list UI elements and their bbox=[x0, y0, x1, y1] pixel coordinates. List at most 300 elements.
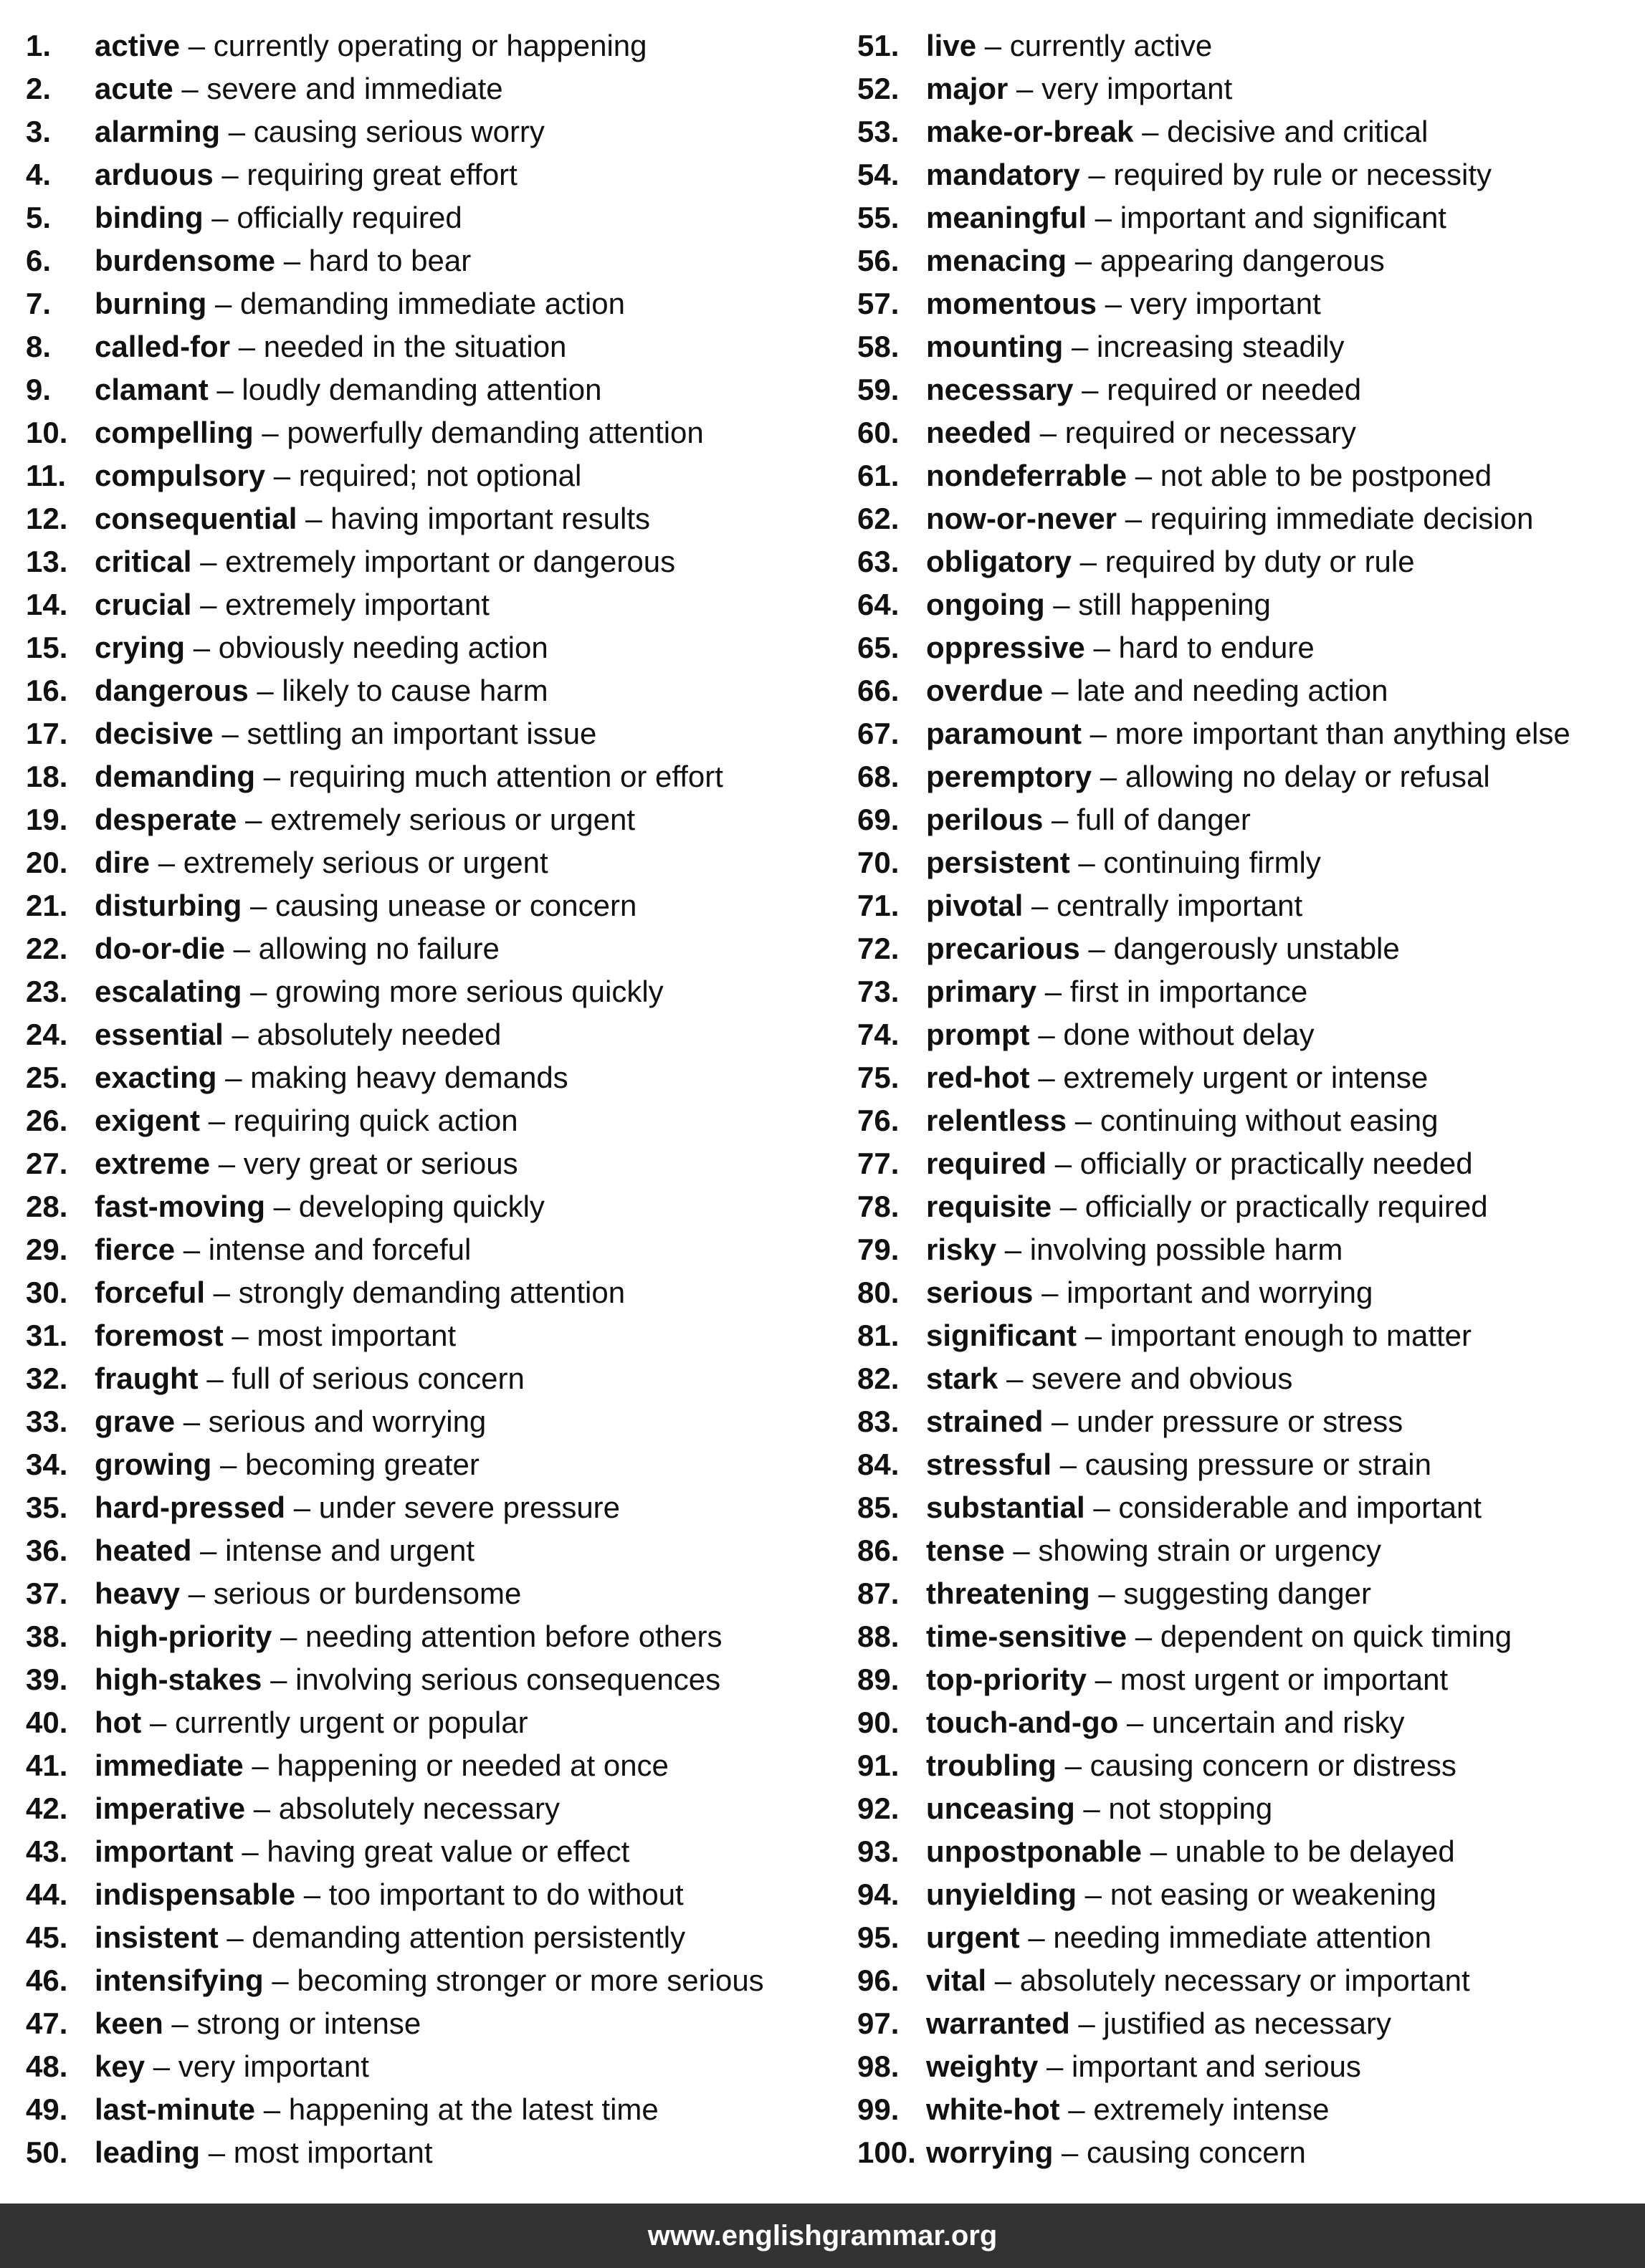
list-item bbox=[26, 1272, 836, 1315]
item-word: heated bbox=[95, 1533, 192, 1567]
list-item bbox=[857, 1143, 1639, 1186]
item-definition: – important and worrying bbox=[1033, 1276, 1373, 1309]
list-item bbox=[26, 584, 836, 627]
item-definition: – officially or practically needed bbox=[1046, 1147, 1473, 1180]
item-definition: – continuing firmly bbox=[1069, 846, 1321, 879]
item-word: significant bbox=[926, 1319, 1077, 1352]
item-definition: – under severe pressure bbox=[285, 1491, 621, 1524]
item-word: imperative bbox=[95, 1791, 246, 1825]
item-number: 89. bbox=[857, 1662, 900, 1696]
item-number: 11. bbox=[26, 459, 67, 492]
item-word: pivotal bbox=[926, 889, 1024, 922]
item-word: strained bbox=[926, 1405, 1044, 1438]
list-item bbox=[26, 541, 836, 584]
list-item bbox=[857, 1573, 1639, 1616]
item-word: active bbox=[95, 29, 181, 62]
list-item bbox=[26, 1401, 836, 1444]
item-number: 65. bbox=[857, 631, 900, 664]
item-number: 68. bbox=[857, 760, 900, 793]
item-definition: – not able to be postponed bbox=[1127, 459, 1492, 492]
item-word: meaningful bbox=[926, 201, 1087, 234]
item-number: 2. bbox=[26, 72, 52, 105]
list-item bbox=[857, 498, 1639, 541]
item-number: 70. bbox=[857, 846, 900, 879]
list-item bbox=[26, 1573, 836, 1616]
item-number: 6. bbox=[26, 244, 52, 277]
item-definition: – first in importance bbox=[1036, 975, 1308, 1008]
item-word: mandatory bbox=[926, 158, 1080, 191]
item-definition: – showing strain or urgency bbox=[1004, 1533, 1381, 1567]
item-word: stark bbox=[926, 1362, 998, 1395]
item-word: binding bbox=[95, 201, 204, 234]
item-word: weighty bbox=[926, 2049, 1039, 2083]
item-number: 72. bbox=[857, 932, 900, 965]
list-item bbox=[857, 240, 1639, 283]
item-number: 57. bbox=[857, 287, 900, 320]
item-definition: – done without delay bbox=[1029, 1018, 1315, 1051]
item-number: 88. bbox=[857, 1619, 900, 1653]
footer-bar bbox=[0, 2204, 1645, 2268]
list-item bbox=[857, 111, 1639, 154]
item-definition: – very important bbox=[145, 2049, 369, 2083]
item-word: last-minute bbox=[95, 2092, 256, 2126]
item-definition: – absolutely necessary bbox=[245, 1791, 561, 1825]
item-word: fierce bbox=[95, 1233, 176, 1266]
list-item bbox=[857, 842, 1639, 885]
item-word: consequential bbox=[95, 502, 297, 535]
item-definition: – full of danger bbox=[1043, 803, 1251, 836]
item-word: required bbox=[926, 1147, 1047, 1180]
item-definition: – causing concern bbox=[1053, 2135, 1306, 2169]
item-number: 33. bbox=[26, 1405, 68, 1438]
item-number: 7. bbox=[26, 287, 52, 320]
item-number: 28. bbox=[26, 1190, 68, 1223]
item-definition: – important and significant bbox=[1087, 201, 1446, 234]
item-word: worrying bbox=[926, 2135, 1054, 2169]
item-definition: – most important bbox=[200, 2135, 433, 2169]
item-word: compulsory bbox=[95, 459, 266, 492]
item-word: unceasing bbox=[926, 1791, 1075, 1825]
item-word: relentless bbox=[926, 1104, 1067, 1137]
item-number: 40. bbox=[26, 1705, 68, 1739]
list-item bbox=[26, 1487, 836, 1530]
item-word: keen bbox=[95, 2006, 163, 2040]
item-definition: – officially or practically required bbox=[1052, 1190, 1488, 1223]
item-definition: – powerfully demanding attention bbox=[253, 416, 704, 449]
list-item bbox=[857, 541, 1639, 584]
list-item bbox=[857, 1917, 1639, 1960]
list-item bbox=[857, 1487, 1639, 1530]
item-definition: – serious or burdensome bbox=[180, 1576, 522, 1610]
item-number: 37. bbox=[26, 1576, 68, 1610]
list-item bbox=[26, 197, 836, 240]
item-definition: – currently active bbox=[976, 29, 1213, 62]
list-item bbox=[857, 1315, 1639, 1358]
item-number: 63. bbox=[857, 545, 900, 578]
list-item bbox=[26, 1960, 836, 2003]
item-word: threatening bbox=[926, 1576, 1090, 1610]
item-definition: – serious and worrying bbox=[175, 1405, 487, 1438]
item-number: 25. bbox=[26, 1061, 68, 1094]
item-definition: – causing unease or concern bbox=[242, 889, 637, 922]
item-word: oppressive bbox=[926, 631, 1085, 664]
item-definition: – requiring immediate decision bbox=[1117, 502, 1534, 535]
item-number: 77. bbox=[857, 1147, 900, 1180]
item-number: 17. bbox=[26, 717, 68, 750]
item-word: touch-and-go bbox=[926, 1705, 1119, 1739]
item-number: 69. bbox=[857, 803, 900, 836]
item-number: 42. bbox=[26, 1791, 68, 1825]
item-number: 99. bbox=[857, 2092, 900, 2126]
item-word: heavy bbox=[95, 1576, 181, 1610]
list-item bbox=[26, 1229, 836, 1272]
item-word: unyielding bbox=[926, 1877, 1077, 1911]
item-number: 20. bbox=[26, 846, 68, 879]
list-item bbox=[857, 154, 1639, 197]
item-definition: – obviously needing action bbox=[185, 631, 548, 664]
item-definition: – late and needing action bbox=[1043, 674, 1388, 707]
list-item bbox=[26, 1659, 836, 1702]
item-number: 18. bbox=[26, 760, 68, 793]
item-number: 94. bbox=[857, 1877, 900, 1911]
item-number: 12. bbox=[26, 502, 68, 535]
item-definition: – absolutely needed bbox=[223, 1018, 502, 1051]
item-word: major bbox=[926, 72, 1009, 105]
item-number: 58. bbox=[857, 330, 900, 363]
item-number: 16. bbox=[26, 674, 68, 707]
list-item bbox=[26, 1616, 836, 1659]
list-item bbox=[857, 1100, 1639, 1143]
item-word: obligatory bbox=[926, 545, 1072, 578]
item-definition: – making heavy demands bbox=[216, 1061, 568, 1094]
item-word: red-hot bbox=[926, 1061, 1030, 1094]
item-definition: – intense and urgent bbox=[191, 1533, 475, 1567]
item-definition: – causing concern or distress bbox=[1056, 1748, 1456, 1782]
item-word: escalating bbox=[95, 975, 242, 1008]
item-number: 27. bbox=[26, 1147, 68, 1180]
item-number: 14. bbox=[26, 588, 68, 621]
list-item bbox=[857, 971, 1639, 1014]
item-definition: – absolutely necessary or important bbox=[986, 1963, 1470, 1997]
list-item bbox=[857, 584, 1639, 627]
list-item bbox=[26, 1143, 836, 1186]
list-item bbox=[857, 1272, 1639, 1315]
item-number: 75. bbox=[857, 1061, 900, 1094]
item-number: 62. bbox=[857, 502, 900, 535]
list-item bbox=[857, 1659, 1639, 1702]
list-item bbox=[26, 627, 836, 670]
list-item bbox=[857, 670, 1639, 713]
item-number: 95. bbox=[857, 1920, 900, 1954]
list-item bbox=[26, 240, 836, 283]
item-number: 76. bbox=[857, 1104, 900, 1137]
item-definition: – involving possible harm bbox=[996, 1233, 1343, 1266]
item-definition: – extremely serious or urgent bbox=[237, 803, 636, 836]
list-item bbox=[26, 1831, 836, 1874]
list-item bbox=[26, 326, 836, 369]
list-item bbox=[26, 1917, 836, 1960]
item-number: 43. bbox=[26, 1834, 68, 1868]
item-definition: – required by duty or rule bbox=[1072, 545, 1415, 578]
footer-url: www.englishgrammar.org bbox=[647, 2220, 998, 2252]
list-item bbox=[857, 1702, 1639, 1745]
item-number: 100. bbox=[857, 2135, 916, 2169]
item-number: 64. bbox=[857, 588, 900, 621]
item-number: 24. bbox=[26, 1018, 68, 1051]
list-item bbox=[857, 713, 1639, 756]
item-definition: – officially required bbox=[203, 201, 462, 234]
item-definition: – justified as necessary bbox=[1069, 2006, 1391, 2040]
list-item bbox=[26, 111, 836, 154]
list-item bbox=[26, 498, 836, 541]
item-definition: – very great or serious bbox=[210, 1147, 518, 1180]
item-definition: – important and serious bbox=[1038, 2049, 1361, 2083]
item-number: 59. bbox=[857, 373, 900, 406]
list-item bbox=[857, 1616, 1639, 1659]
item-number: 46. bbox=[26, 1963, 68, 1997]
list-item bbox=[26, 885, 836, 928]
list-item bbox=[857, 885, 1639, 928]
item-word: dire bbox=[95, 846, 151, 879]
item-definition: – demanding attention persistently bbox=[218, 1920, 686, 1954]
item-number: 26. bbox=[26, 1104, 68, 1137]
item-number: 9. bbox=[26, 373, 52, 406]
list-item bbox=[26, 369, 836, 412]
list-item bbox=[26, 2132, 836, 2175]
item-definition: – requiring great effort bbox=[213, 158, 518, 191]
item-number: 22. bbox=[26, 932, 68, 965]
list-item bbox=[857, 1401, 1639, 1444]
list-item bbox=[26, 2089, 836, 2132]
item-definition: – decisive and critical bbox=[1133, 115, 1429, 148]
item-word: intensifying bbox=[95, 1963, 264, 1997]
item-number: 3. bbox=[26, 115, 52, 148]
item-word: grave bbox=[95, 1405, 176, 1438]
item-number: 56. bbox=[857, 244, 900, 277]
item-definition: – dangerously unstable bbox=[1079, 932, 1400, 965]
item-word: desperate bbox=[95, 803, 237, 836]
item-definition: – appearing dangerous bbox=[1067, 244, 1385, 277]
item-definition: – settling an important issue bbox=[213, 717, 597, 750]
item-definition: – happening or needed at once bbox=[243, 1748, 669, 1782]
item-word: high-stakes bbox=[95, 1662, 262, 1696]
item-definition: – requiring much attention or effort bbox=[255, 760, 723, 793]
item-definition: – developing quickly bbox=[265, 1190, 545, 1223]
item-number: 29. bbox=[26, 1233, 68, 1266]
item-definition: – strong or intense bbox=[163, 2006, 421, 2040]
item-definition: – happening at the latest time bbox=[255, 2092, 659, 2126]
item-definition: – currently urgent or popular bbox=[141, 1705, 528, 1739]
item-definition: – hard to bear bbox=[275, 244, 472, 277]
list-item bbox=[857, 2046, 1639, 2089]
item-number: 48. bbox=[26, 2049, 68, 2083]
item-word: arduous bbox=[95, 158, 214, 191]
item-number: 47. bbox=[26, 2006, 68, 2040]
item-word: critical bbox=[95, 545, 192, 578]
item-word: peremptory bbox=[926, 760, 1092, 793]
item-number: 87. bbox=[857, 1576, 900, 1610]
item-number: 55. bbox=[857, 201, 900, 234]
list-item bbox=[857, 1186, 1639, 1229]
item-number: 85. bbox=[857, 1491, 900, 1524]
item-number: 15. bbox=[26, 631, 68, 664]
item-number: 30. bbox=[26, 1276, 68, 1309]
item-number: 8. bbox=[26, 330, 52, 363]
list-item bbox=[857, 326, 1639, 369]
list-item bbox=[26, 1530, 836, 1573]
word-list-column-right bbox=[857, 25, 1639, 2175]
item-definition: – needed in the situation bbox=[230, 330, 567, 363]
item-definition: – more important than anything else bbox=[1082, 717, 1570, 750]
item-definition: – full of serious concern bbox=[198, 1362, 525, 1395]
item-definition: – under pressure or stress bbox=[1043, 1405, 1403, 1438]
item-word: white-hot bbox=[926, 2092, 1060, 2126]
item-definition: – having great value or effect bbox=[233, 1834, 630, 1868]
list-item bbox=[26, 1014, 836, 1057]
list-item bbox=[857, 627, 1639, 670]
list-item bbox=[26, 2046, 836, 2089]
item-definition: – most important bbox=[223, 1319, 457, 1352]
list-item bbox=[857, 1444, 1639, 1487]
item-definition: – extremely urgent or intense bbox=[1029, 1061, 1429, 1094]
item-number: 93. bbox=[857, 1834, 900, 1868]
list-item bbox=[26, 1358, 836, 1401]
item-word: overdue bbox=[926, 674, 1044, 707]
list-item bbox=[26, 842, 836, 885]
item-number: 19. bbox=[26, 803, 68, 836]
item-word: primary bbox=[926, 975, 1037, 1008]
item-word: time-sensitive bbox=[926, 1619, 1127, 1653]
item-number: 32. bbox=[26, 1362, 68, 1395]
item-word: now-or-never bbox=[926, 502, 1117, 535]
item-definition: – extremely intense bbox=[1059, 2092, 1330, 2126]
item-word: disturbing bbox=[95, 889, 242, 922]
list-item bbox=[26, 2003, 836, 2046]
item-definition: – becoming greater bbox=[211, 1448, 480, 1481]
item-word: fast-moving bbox=[95, 1190, 266, 1223]
list-item bbox=[857, 1358, 1639, 1401]
item-number: 31. bbox=[26, 1319, 68, 1352]
item-definition: – needing attention before others bbox=[272, 1619, 723, 1653]
item-definition: – uncertain and risky bbox=[1118, 1705, 1405, 1739]
list-item bbox=[857, 455, 1639, 498]
item-definition: – demanding immediate action bbox=[206, 287, 625, 320]
list-item bbox=[857, 1530, 1639, 1573]
item-number: 67. bbox=[857, 717, 900, 750]
item-definition: – increasing steadily bbox=[1063, 330, 1345, 363]
item-word: nondeferrable bbox=[926, 459, 1127, 492]
list-item bbox=[857, 1057, 1639, 1100]
item-number: 23. bbox=[26, 975, 68, 1008]
list-item bbox=[857, 2132, 1639, 2175]
item-word: troubling bbox=[926, 1748, 1057, 1782]
item-number: 52. bbox=[857, 72, 900, 105]
item-word: burdensome bbox=[95, 244, 276, 277]
item-word: burning bbox=[95, 287, 207, 320]
item-number: 5. bbox=[26, 201, 52, 234]
item-number: 78. bbox=[857, 1190, 900, 1223]
item-word: essential bbox=[95, 1018, 224, 1051]
item-definition: – important enough to matter bbox=[1077, 1319, 1472, 1352]
item-word: crucial bbox=[95, 588, 192, 621]
item-definition: – dependent on quick timing bbox=[1127, 1619, 1512, 1653]
list-item bbox=[26, 283, 836, 326]
list-item bbox=[26, 713, 836, 756]
item-definition: – causing pressure or strain bbox=[1052, 1448, 1431, 1481]
item-word: exigent bbox=[95, 1104, 201, 1137]
item-definition: – involving serious consequences bbox=[262, 1662, 721, 1696]
item-definition: – severe and immediate bbox=[173, 72, 503, 105]
item-definition: – extremely important bbox=[191, 588, 490, 621]
item-word: ongoing bbox=[926, 588, 1045, 621]
item-word: crying bbox=[95, 631, 186, 664]
item-definition: – hard to endure bbox=[1084, 631, 1315, 664]
item-definition: – not easing or weakening bbox=[1077, 1877, 1437, 1911]
item-word: do-or-die bbox=[95, 932, 225, 965]
item-number: 81. bbox=[857, 1319, 900, 1352]
item-number: 21. bbox=[26, 889, 68, 922]
item-word: warranted bbox=[926, 2006, 1070, 2040]
item-definition: – very important bbox=[1008, 72, 1233, 105]
list-item bbox=[26, 1186, 836, 1229]
item-number: 96. bbox=[857, 1963, 900, 1997]
item-number: 90. bbox=[857, 1705, 900, 1739]
list-item bbox=[26, 412, 836, 455]
list-item bbox=[26, 68, 836, 111]
item-definition: – having important results bbox=[297, 502, 650, 535]
list-item bbox=[857, 1831, 1639, 1874]
item-word: vital bbox=[926, 1963, 987, 1997]
list-item bbox=[26, 756, 836, 799]
item-word: menacing bbox=[926, 244, 1067, 277]
item-definition: – considerable and important bbox=[1084, 1491, 1482, 1524]
item-word: alarming bbox=[95, 115, 221, 148]
list-item bbox=[857, 1229, 1639, 1272]
list-item bbox=[26, 1315, 836, 1358]
list-item bbox=[857, 1788, 1639, 1831]
item-number: 84. bbox=[857, 1448, 900, 1481]
item-word: growing bbox=[95, 1448, 212, 1481]
list-item bbox=[857, 68, 1639, 111]
item-word: clamant bbox=[95, 373, 209, 406]
item-number: 45. bbox=[26, 1920, 68, 1954]
list-item bbox=[857, 2089, 1639, 2132]
item-number: 13. bbox=[26, 545, 68, 578]
item-definition: – allowing no failure bbox=[224, 932, 500, 965]
list-item bbox=[26, 928, 836, 971]
item-definition: – requiring quick action bbox=[200, 1104, 518, 1137]
list-item bbox=[857, 283, 1639, 326]
item-definition: – most urgent or important bbox=[1086, 1662, 1449, 1696]
list-item bbox=[26, 1057, 836, 1100]
item-number: 4. bbox=[26, 158, 52, 191]
item-number: 1. bbox=[26, 29, 52, 62]
item-number: 66. bbox=[857, 674, 900, 707]
item-definition: – growing more serious quickly bbox=[242, 975, 664, 1008]
item-definition: – causing serious worry bbox=[220, 115, 545, 148]
item-definition: – allowing no delay or refusal bbox=[1092, 760, 1490, 793]
word-list-column-left bbox=[26, 25, 836, 2175]
item-definition: – not stopping bbox=[1074, 1791, 1273, 1825]
item-word: extreme bbox=[95, 1147, 211, 1180]
item-word: risky bbox=[926, 1233, 997, 1266]
item-definition: – too important to do without bbox=[295, 1877, 684, 1911]
item-word: persistent bbox=[926, 846, 1070, 879]
item-word: compelling bbox=[95, 416, 254, 449]
list-item bbox=[26, 1874, 836, 1917]
list-item bbox=[26, 799, 836, 842]
item-definition: – currently operating or happening bbox=[180, 29, 647, 62]
